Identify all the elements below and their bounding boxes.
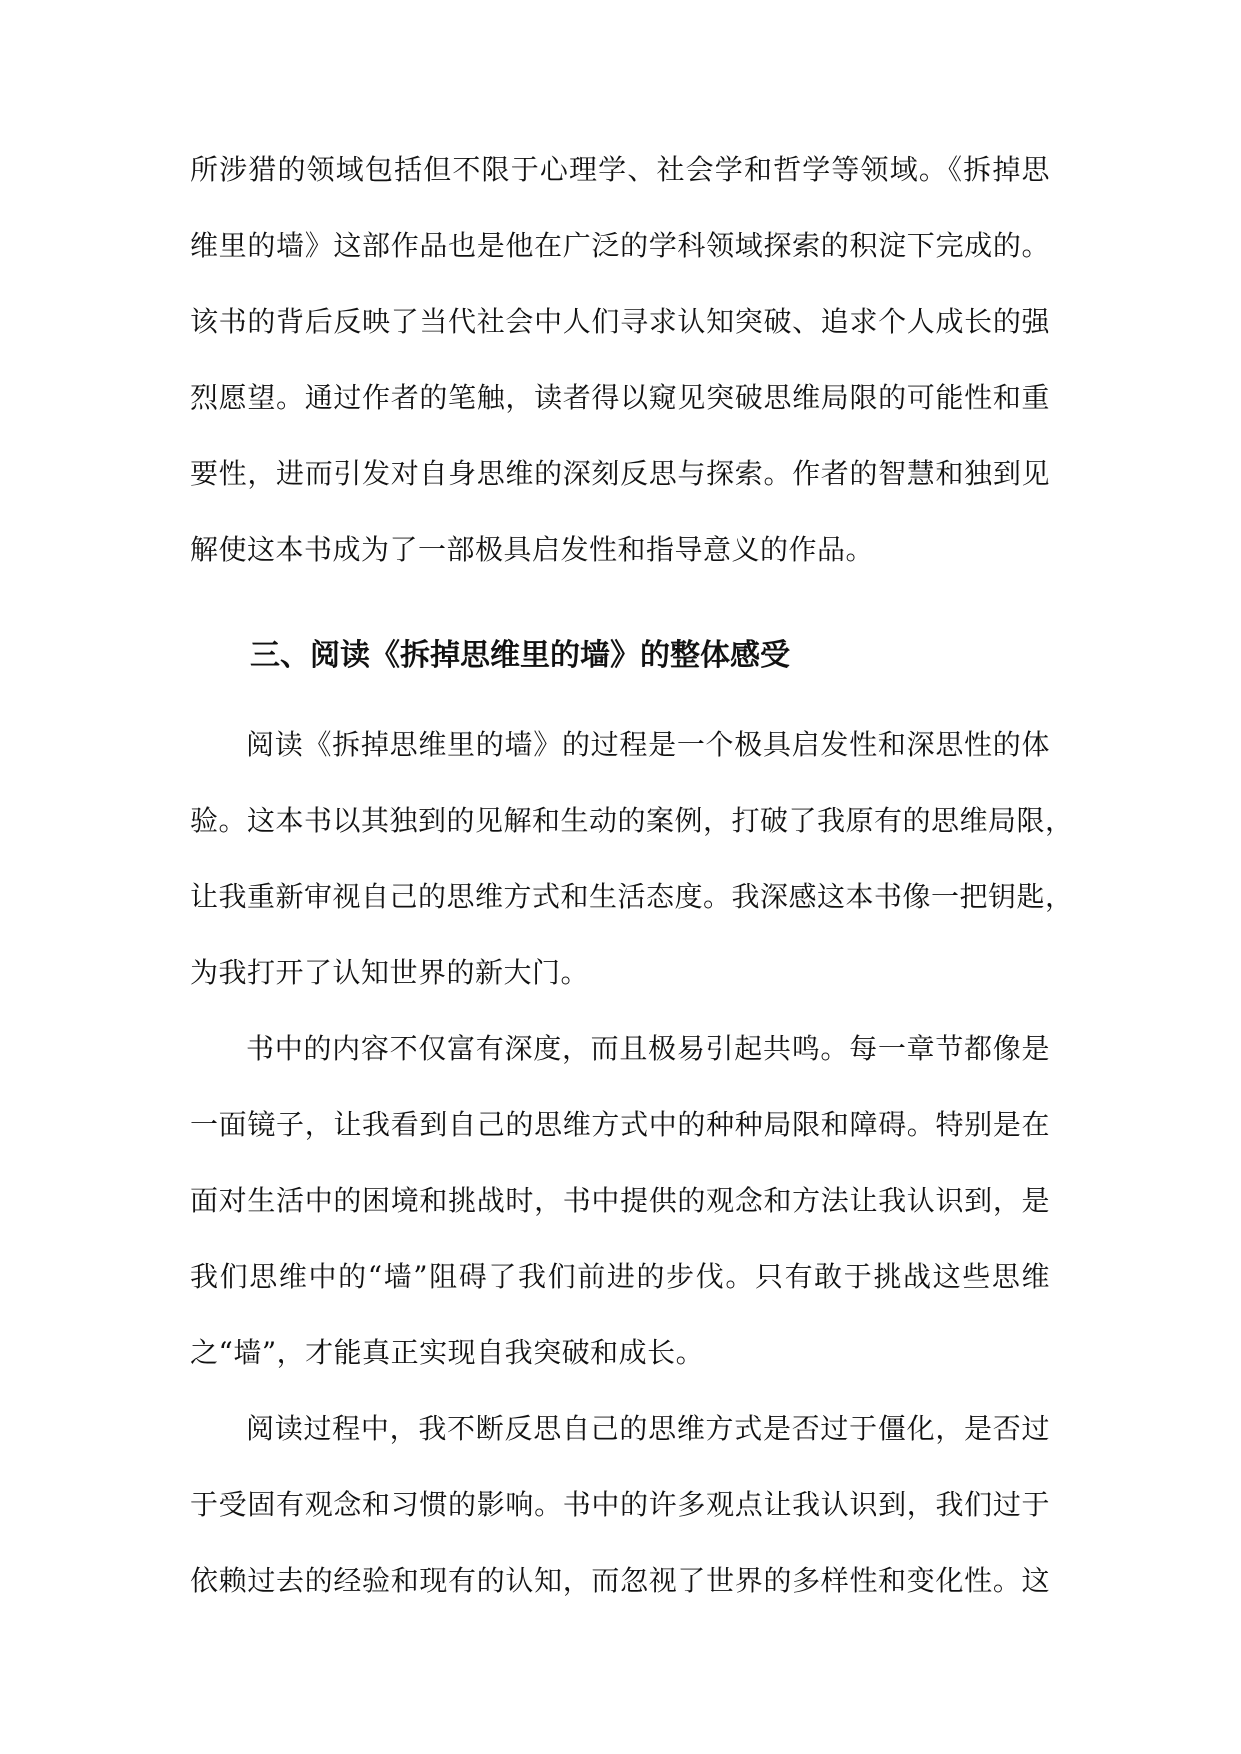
text-line: 阅读过程中，我不断反思自己的思维方式是否过于僵化，是否过	[246, 1412, 1050, 1445]
text-line: 解使这本书成为了一部极具启发性和指导意义的作品。	[190, 533, 875, 566]
text-line: 维里的墙》这部作品也是他在广泛的学科领域探索的积淀下完成的。	[190, 229, 1050, 262]
paragraph-content-resonance	[190, 1011, 1050, 1391]
text-line: 要性，进而引发对自身思维的深刻反思与探索。作者的智慧和独到见	[190, 457, 1050, 490]
text-line: 该书的背后反映了当代社会中人们寻求认知突破、追求个人成长的强	[190, 305, 1050, 338]
text-line: 一面镜子，让我看到自己的思维方式中的种种局限和障碍。特别是在	[190, 1108, 1050, 1141]
paragraph-overall-impression	[190, 707, 1074, 1011]
text-line: 于受固有观念和习惯的影响。书中的许多观点让我认识到，我们过于	[190, 1488, 1050, 1521]
text-line: 让我重新审视自己的思维方式和生活态度。我深感这本书像一把钥匙，	[190, 880, 1074, 913]
section-heading: 三、阅读《拆掉思维里的墙》的整体感受	[250, 638, 790, 673]
text-line: 验。这本书以其独到的见解和生动的案例，打破了我原有的思维局限，	[190, 804, 1074, 837]
text-line: 书中的内容不仅富有深度，而且极易引起共鸣。每一章节都像是	[246, 1032, 1050, 1065]
text-line: 阅读《拆掉思维里的墙》的过程是一个极具启发性和深思性的体	[246, 728, 1050, 761]
text-line: 面对生活中的困境和挑战时，书中提供的观念和方法让我认识到，是	[190, 1184, 1050, 1217]
text-line: 为我打开了认知世界的新大门。	[190, 956, 590, 989]
text-line: 烈愿望。通过作者的笔触，读者得以窥见突破思维局限的可能性和重	[190, 381, 1050, 414]
text-line: 之“墙”，才能真正实现自我突破和成长。	[190, 1336, 705, 1369]
text-line: 我们思维中的“墙”阻碍了我们前进的步伐。只有敢于挑战这些思维	[190, 1260, 1050, 1293]
text-line: 依赖过去的经验和现有的认知，而忽视了世界的多样性和变化性。这	[190, 1564, 1050, 1597]
paragraph-reflection	[190, 1391, 1050, 1619]
text-line: 所涉猎的领域包括但不限于心理学、社会学和哲学等领域。《拆掉思	[190, 153, 1050, 186]
paragraph-author-background	[190, 132, 1050, 588]
